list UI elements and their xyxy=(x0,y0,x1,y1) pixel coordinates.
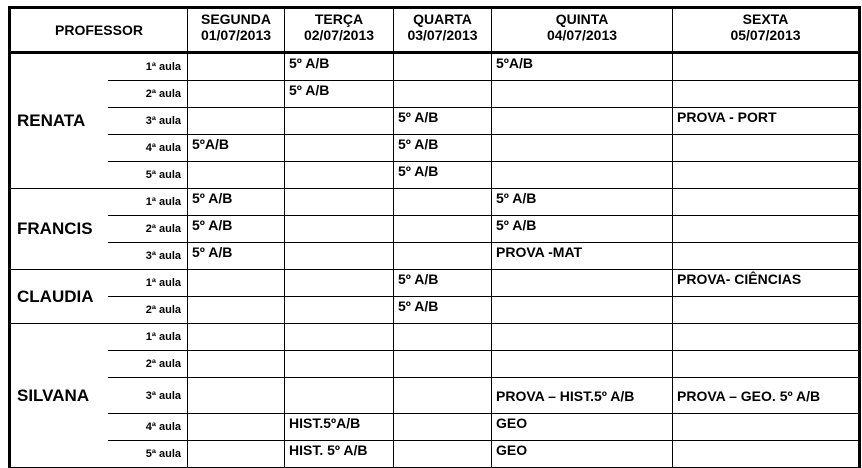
cell-monday xyxy=(188,414,285,441)
schedule-row xyxy=(10,216,860,243)
day-name: QUARTA xyxy=(413,11,472,27)
cell-monday xyxy=(188,351,285,378)
cell-monday xyxy=(188,441,285,468)
cell-wednesday xyxy=(394,189,492,216)
cell-wednesday: 5º A/B xyxy=(394,270,492,297)
cell-wednesday: 5º A/B xyxy=(394,108,492,135)
day-date: 04/07/2013 xyxy=(546,27,618,43)
lesson-label: 1ª aula xyxy=(108,53,188,81)
cell-friday xyxy=(673,297,860,324)
schedule-row xyxy=(10,351,860,378)
cell-wednesday xyxy=(394,378,492,414)
cell-tuesday: HIST.5ºA/B xyxy=(285,414,394,441)
header-row xyxy=(10,8,860,53)
schedule-row xyxy=(10,243,860,270)
lesson-label: 2ª aula xyxy=(108,297,188,324)
cell-tuesday: 5º A/B xyxy=(285,81,394,108)
cell-friday xyxy=(673,441,860,468)
day-date: 02/07/2013 xyxy=(303,27,375,43)
cell-thursday xyxy=(492,351,673,378)
cell-friday xyxy=(673,53,860,81)
lesson-label: 2ª aula xyxy=(108,216,188,243)
cell-tuesday xyxy=(285,351,394,378)
cell-monday: 5º A/B xyxy=(188,216,285,243)
schedule-row xyxy=(10,378,860,414)
cell-friday xyxy=(673,243,860,270)
day-header-monday xyxy=(188,8,285,53)
cell-monday xyxy=(188,162,285,189)
cell-thursday xyxy=(492,324,673,351)
cell-friday: PROVA – GEO. 5º A/B xyxy=(673,378,860,414)
cell-thursday xyxy=(492,270,673,297)
cell-tuesday xyxy=(285,243,394,270)
day-name: SEXTA xyxy=(742,11,789,27)
cell-monday xyxy=(188,297,285,324)
day-header-thursday xyxy=(492,8,673,53)
schedule-row xyxy=(10,189,860,216)
cell-friday xyxy=(673,189,860,216)
cell-tuesday xyxy=(285,135,394,162)
schedule-row xyxy=(10,162,860,189)
cell-thursday: 5ºA/B xyxy=(492,53,673,81)
cell-wednesday xyxy=(394,243,492,270)
schedule-row xyxy=(10,270,860,297)
lesson-label: 1ª aula xyxy=(108,324,188,351)
professor-name: SILVANA xyxy=(10,324,108,468)
cell-thursday xyxy=(492,135,673,162)
lesson-label: 3ª aula xyxy=(108,108,188,135)
cell-friday xyxy=(673,414,860,441)
cell-monday xyxy=(188,108,285,135)
cell-tuesday: HIST. 5º A/B xyxy=(285,441,394,468)
cell-wednesday xyxy=(394,216,492,243)
day-header-friday xyxy=(673,8,860,53)
cell-thursday: 5º A/B xyxy=(492,216,673,243)
cell-thursday: PROVA -MAT xyxy=(492,243,673,270)
cell-tuesday xyxy=(285,324,394,351)
cell-wednesday: 5º A/B xyxy=(394,135,492,162)
cell-tuesday xyxy=(285,270,394,297)
lesson-label: 2ª aula xyxy=(108,351,188,378)
schedule-row xyxy=(10,441,860,468)
cell-tuesday xyxy=(285,189,394,216)
lesson-label: 1ª aula xyxy=(108,189,188,216)
cell-wednesday: 5º A/B xyxy=(394,162,492,189)
cell-tuesday xyxy=(285,378,394,414)
lesson-label: 5ª aula xyxy=(108,162,188,189)
schedule-table xyxy=(8,6,861,468)
schedule-row xyxy=(10,53,860,81)
cell-thursday xyxy=(492,108,673,135)
lesson-label: 3ª aula xyxy=(108,378,188,414)
cell-monday xyxy=(188,378,285,414)
cell-friday xyxy=(673,135,860,162)
cell-friday xyxy=(673,216,860,243)
schedule-body xyxy=(10,53,860,468)
cell-thursday: PROVA – HIST.5º A/B xyxy=(492,378,673,414)
day-name: TERÇA xyxy=(314,11,364,27)
cell-wednesday xyxy=(394,53,492,81)
cell-thursday: 5º A/B xyxy=(492,189,673,216)
cell-thursday xyxy=(492,297,673,324)
schedule-row xyxy=(10,81,860,108)
cell-monday xyxy=(188,81,285,108)
cell-thursday: GEO xyxy=(492,414,673,441)
cell-wednesday xyxy=(394,414,492,441)
cell-monday: 5º A/B xyxy=(188,189,285,216)
professor-name: CLAUDIA xyxy=(10,270,108,324)
lesson-label: 1ª aula xyxy=(108,270,188,297)
professor-name: FRANCIS xyxy=(10,189,108,270)
cell-wednesday xyxy=(394,81,492,108)
day-name: QUINTA xyxy=(555,11,609,27)
cell-monday: 5º A/B xyxy=(188,243,285,270)
professor-name: RENATA xyxy=(10,53,108,189)
cell-friday: PROVA- CIÊNCIAS xyxy=(673,270,860,297)
cell-friday: PROVA - PORT xyxy=(673,108,860,135)
cell-wednesday xyxy=(394,441,492,468)
cell-monday xyxy=(188,53,285,81)
cell-thursday xyxy=(492,162,673,189)
cell-tuesday xyxy=(285,162,394,189)
lesson-label: 5ª aula xyxy=(108,441,188,468)
day-name: SEGUNDA xyxy=(200,11,271,27)
cell-thursday xyxy=(492,81,673,108)
cell-monday xyxy=(188,270,285,297)
cell-wednesday xyxy=(394,351,492,378)
day-header-tuesday xyxy=(285,8,394,53)
day-date: 05/07/2013 xyxy=(730,27,801,43)
cell-tuesday xyxy=(285,108,394,135)
lesson-label: 4ª aula xyxy=(108,135,188,162)
cell-friday xyxy=(673,324,860,351)
lesson-label: 2ª aula xyxy=(108,81,188,108)
schedule-row xyxy=(10,297,860,324)
lesson-label: 3ª aula xyxy=(108,243,188,270)
cell-monday xyxy=(188,324,285,351)
schedule-row xyxy=(10,135,860,162)
cell-tuesday xyxy=(285,216,394,243)
cell-tuesday: 5º A/B xyxy=(285,53,394,81)
day-date: 03/07/2013 xyxy=(407,27,478,43)
cell-tuesday xyxy=(285,297,394,324)
day-date: 01/07/2013 xyxy=(200,27,272,43)
schedule-row xyxy=(10,414,860,441)
cell-wednesday xyxy=(394,324,492,351)
cell-friday xyxy=(673,81,860,108)
cell-thursday: GEO xyxy=(492,441,673,468)
schedule-row xyxy=(10,108,860,135)
lesson-label: 4ª aula xyxy=(108,414,188,441)
cell-wednesday: 5º A/B xyxy=(394,297,492,324)
professor-header: PROFESSOR xyxy=(10,8,188,53)
cell-friday xyxy=(673,351,860,378)
cell-friday xyxy=(673,162,860,189)
cell-monday: 5ºA/B xyxy=(188,135,285,162)
day-header-wednesday xyxy=(394,8,492,53)
schedule-row xyxy=(10,324,860,351)
